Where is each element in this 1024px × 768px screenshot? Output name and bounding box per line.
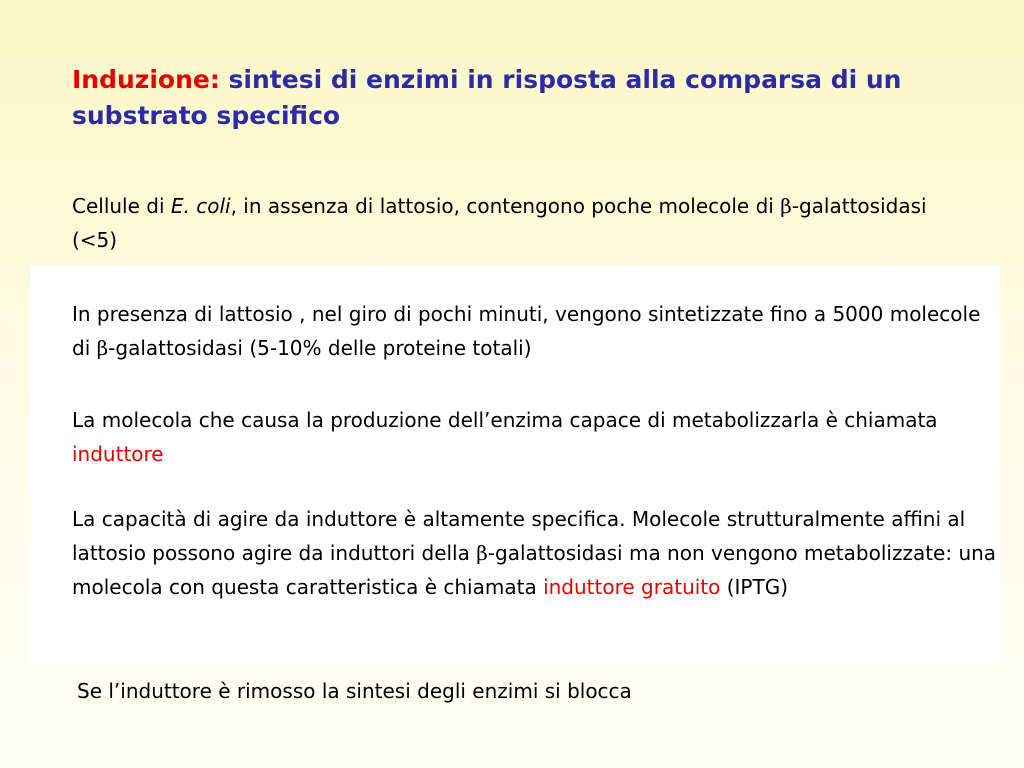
paragraph-ecoli-without-lactose bbox=[72, 189, 972, 257]
paragraph-gratuitous-inducer bbox=[72, 502, 1002, 604]
p5-text-a: Se l’induttore è rimosso la sintesi degli enzimi si blocca bbox=[77, 679, 632, 703]
p3-text-a: La molecola che causa la produzione dell’enzima capace di metabolizzarla è chiamata bbox=[72, 408, 938, 432]
slide-title bbox=[72, 62, 972, 134]
p4-text-a: La capacità di agire da induttore è altamente specifica. Molecole strutturalmente affini al lattosio possono agire da induttori della bbox=[72, 507, 966, 565]
p2-text-b: -galattosidasi (5-10% delle proteine totali) bbox=[108, 336, 532, 360]
paragraph-inducer-removed bbox=[77, 674, 977, 708]
title-colon: : bbox=[209, 65, 220, 94]
title-keyword: Induzione bbox=[72, 65, 210, 94]
p2-text-a: In presenza di lattosio , nel giro di pochi minuti, vengono sintetizzate fino a 5000 molecole di bbox=[72, 302, 981, 360]
title-description: sintesi di enzimi in risposta alla comparsa di un substrato specifico bbox=[72, 65, 902, 130]
term-inducer: induttore bbox=[72, 442, 164, 466]
species-name: E. coli bbox=[170, 194, 231, 218]
p1-text-b: , in assenza di lattosio, contengono poche molecole di bbox=[230, 194, 781, 218]
beta-symbol: β bbox=[476, 541, 488, 565]
p4-text-b: -galattosidasi ma non vengono metabolizzate: una molecola con questa caratteristica è chiamata bbox=[72, 541, 997, 599]
p1-text-a: Cellule di bbox=[72, 194, 171, 218]
p4-text-c: (IPTG) bbox=[720, 575, 789, 599]
beta-symbol: β bbox=[96, 336, 109, 360]
paragraph-with-lactose bbox=[72, 297, 1002, 365]
beta-symbol: β bbox=[780, 194, 792, 218]
term-gratuitous-inducer: induttore gratuito bbox=[543, 575, 721, 599]
paragraph-inducer-definition bbox=[72, 403, 972, 471]
p1-text-c: -galattosidasi (<5) bbox=[72, 194, 927, 252]
